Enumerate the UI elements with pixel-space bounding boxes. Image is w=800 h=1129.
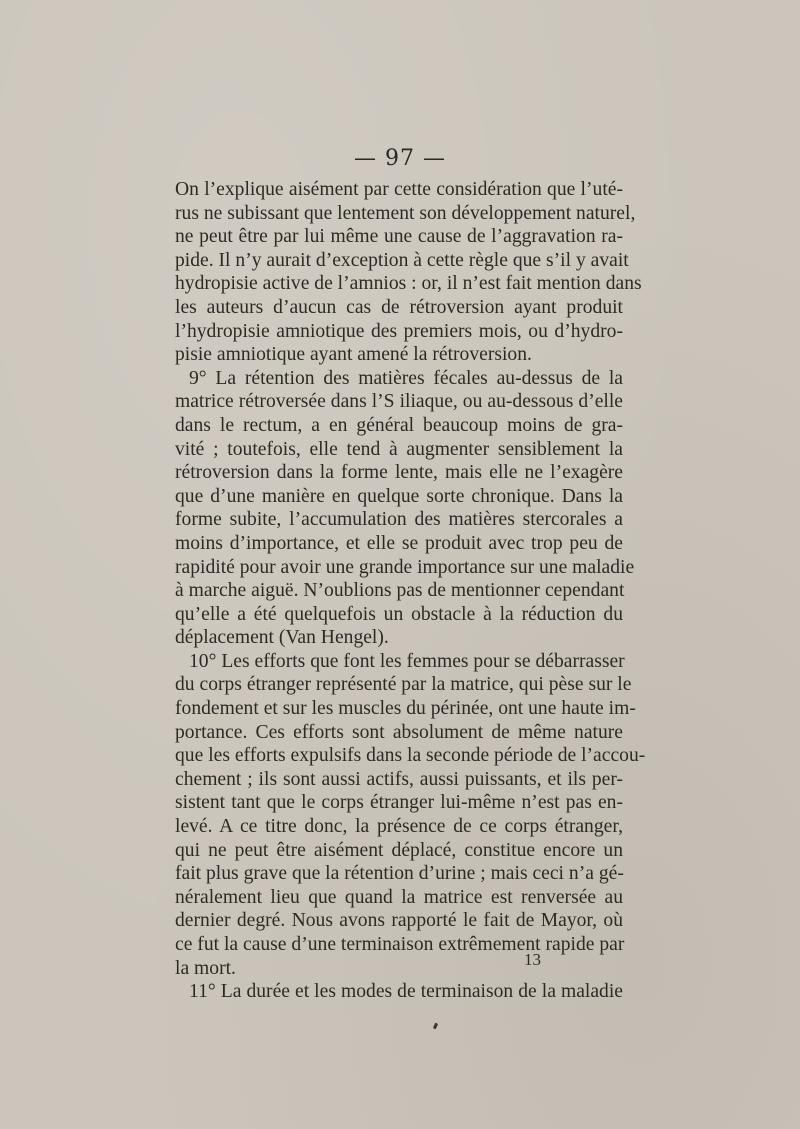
text-line: que d’une manière en quelque sorte chronique. Dans la [175,485,623,507]
text-line: qui ne peut être aisément déplacé, constitue encore un [175,839,623,861]
text-line: levé. A ce titre donc, la présence de ce corps étranger, [175,816,623,838]
text-line: hydropisie active de l’amnios : or, il n’est fait mention dans [175,273,642,295]
text-line: forme subite, l’accumulation des matières stercorales a [175,509,623,531]
text-line: dans le rectum, a en général beaucoup moins de gra- [175,414,623,436]
text-line: fondement et sur les muscles du périnée, ont une haute im- [175,698,636,720]
text-line: portance. Ces efforts sont absolument de même nature [175,721,623,743]
text-line: l’hydropisie amniotique des premiers mois, ou d’hydro- [175,320,623,342]
text-line: à marche aiguë. N’oublions pas de mentionner cependant [175,580,625,602]
text-line: fait plus grave que la rétention d’urine ; mais ceci n’a gé- [175,863,624,885]
text-line: les auteurs d’aucun cas de rétroversion ayant produit [175,296,623,318]
text-line: chement ; ils sont aussi actifs, aussi puissants, et ils per- [175,768,623,790]
text-line: pide. Il n’y aurait d’exception à cette règle que s’il y avait [175,249,629,271]
text-line: On l’explique aisément par cette considération que l’uté- [175,179,623,200]
text-line: rus ne subissant que lentement son développement naturel, [175,202,636,224]
text-line: dernier degré. Nous avons rapporté le fait de Mayor, où [175,910,623,932]
text-line: rétroversion dans la forme lente, mais elle ne l’exagère [175,462,623,484]
text-line: du corps étranger représenté par la matrice, qui pèse sur le [175,674,632,696]
text-line: ne peut être par lui même une cause de l’aggravation ra- [175,226,623,248]
text-line: la mort. [175,957,236,979]
text-line: vité ; toutefois, elle tend à augmenter sensiblement la [175,438,623,460]
text-line: matrice rétroversée dans l’S iliaque, ou au-dessous d’elle [175,391,623,413]
body-text [175,178,646,1004]
text-line: déplacement (Van Hengel). [175,627,389,649]
text-line: pisie amniotique ayant amené la rétroversion. [175,344,532,366]
text-line: néralement lieu que quand la matrice est renversée au [175,886,623,908]
text-line: sistent tant que le corps étranger lui-même n’est pas en- [175,792,623,814]
ink-speck [433,1023,438,1030]
signature-mark: 13 [524,950,541,969]
text-line: rapidité pour avoir une grande importance sur une maladie [175,556,635,578]
page-number: — 97 — [354,146,446,171]
text-line: ce fut la cause d’une terminaison extrêmement rapide par [175,934,625,955]
text-line: moins d’importance, et elle se produit avec trop peu de [175,532,623,554]
text-line: 10° Les efforts que font les femmes pour se débarrasser [189,650,625,672]
text-line: 9° La rétention des matières fécales au-dessus de la [189,367,623,389]
text-line: 11° La durée et les modes de terminaison de la maladie [189,981,623,1003]
text-line: qu’elle a été quelquefois un obstacle à la réduction du [175,603,623,625]
text-line: que les efforts expulsifs dans la seconde période de l’accou- [175,745,646,767]
